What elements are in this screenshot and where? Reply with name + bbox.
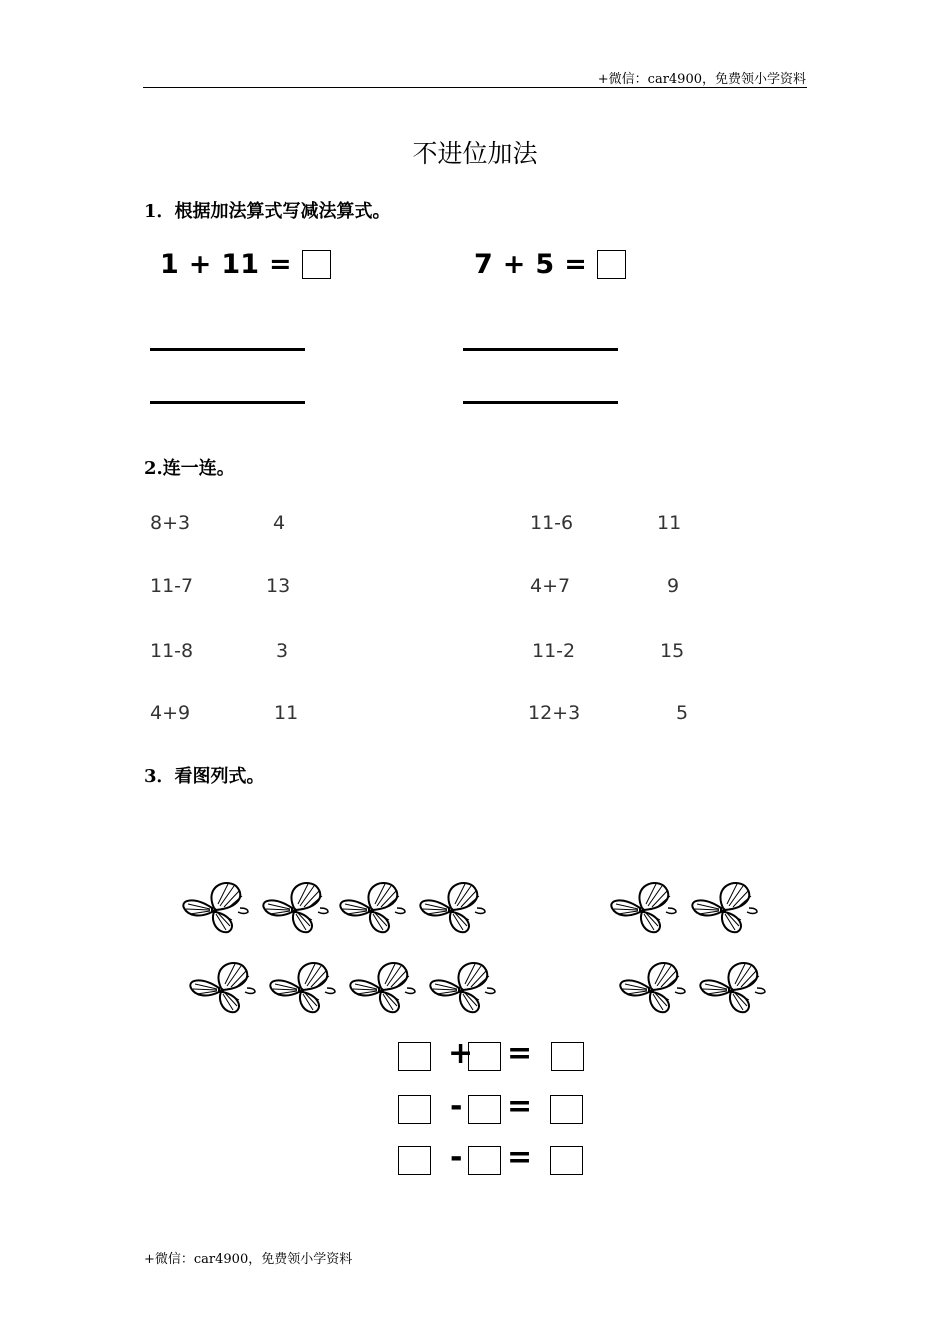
equals-sign: = bbox=[507, 1140, 533, 1175]
butterfly-icon bbox=[260, 878, 332, 940]
answer-box[interactable] bbox=[550, 1095, 583, 1124]
answer-line[interactable] bbox=[150, 348, 305, 351]
match-expr[interactable]: 11-2 bbox=[532, 640, 576, 662]
operator: - bbox=[450, 1089, 463, 1124]
header-divider bbox=[143, 87, 807, 88]
answer-box[interactable] bbox=[398, 1146, 431, 1175]
match-expr[interactable]: 8+3 bbox=[150, 512, 191, 534]
match-expr[interactable]: 12+3 bbox=[528, 702, 581, 724]
butterfly-icon bbox=[608, 878, 680, 940]
butterfly-icon bbox=[347, 958, 419, 1020]
answer-box[interactable] bbox=[468, 1146, 501, 1175]
butterfly-icon bbox=[180, 878, 252, 940]
answer-box[interactable] bbox=[398, 1042, 431, 1071]
butterfly-icon bbox=[427, 958, 499, 1020]
butterfly-icon bbox=[337, 878, 409, 940]
equation-2-eq: = bbox=[564, 249, 587, 280]
match-expr[interactable]: 4+7 bbox=[530, 575, 571, 597]
footer-text: +微信：car4900，免费领小学资料 bbox=[144, 1252, 353, 1267]
answer-line[interactable] bbox=[463, 401, 618, 404]
section2-heading: 2.连一连。 bbox=[144, 458, 235, 479]
butterfly-icon bbox=[417, 878, 489, 940]
match-value[interactable]: 4 bbox=[273, 512, 286, 534]
equation-1 bbox=[160, 249, 331, 280]
match-value[interactable]: 11 bbox=[274, 702, 299, 724]
match-value[interactable]: 13 bbox=[266, 575, 291, 597]
equals-sign: = bbox=[507, 1089, 533, 1124]
equals-sign: = bbox=[507, 1036, 533, 1071]
page-title: 不进位加法 bbox=[412, 139, 538, 168]
butterfly-icon bbox=[187, 958, 259, 1020]
match-value[interactable]: 11 bbox=[657, 512, 682, 534]
answer-box[interactable] bbox=[468, 1095, 501, 1124]
equation-2 bbox=[474, 249, 626, 280]
match-value[interactable]: 9 bbox=[667, 575, 680, 597]
match-expr[interactable]: 11-7 bbox=[150, 575, 194, 597]
butterfly-icon bbox=[617, 958, 689, 1020]
match-expr[interactable]: 4+9 bbox=[150, 702, 191, 724]
match-value[interactable]: 15 bbox=[660, 640, 685, 662]
header-text: +微信：car4900，免费领小学资料 bbox=[597, 72, 806, 87]
match-expr[interactable]: 11-6 bbox=[530, 512, 574, 534]
answer-box[interactable] bbox=[551, 1042, 584, 1071]
section3-heading: 3．看图列式。 bbox=[144, 766, 265, 787]
operator: - bbox=[450, 1140, 463, 1175]
operator: + bbox=[448, 1036, 474, 1071]
answer-box[interactable] bbox=[398, 1095, 431, 1124]
answer-line[interactable] bbox=[463, 348, 618, 351]
answer-box[interactable] bbox=[597, 250, 626, 279]
section1-heading: 1．根据加法算式写减法算式。 bbox=[144, 201, 391, 222]
butterfly-icon bbox=[689, 878, 761, 940]
equation-2-b: 5 bbox=[535, 249, 555, 280]
match-value[interactable]: 5 bbox=[676, 702, 689, 724]
answer-box[interactable] bbox=[550, 1146, 583, 1175]
equation-2-op: + bbox=[502, 249, 526, 280]
equation-1-b: 11 bbox=[221, 249, 259, 280]
answer-box[interactable] bbox=[468, 1042, 501, 1071]
answer-box[interactable] bbox=[302, 250, 331, 279]
match-value[interactable]: 3 bbox=[276, 640, 289, 662]
equation-1-eq: = bbox=[269, 249, 292, 280]
butterfly-icon bbox=[697, 958, 769, 1020]
equation-1-a: 1 bbox=[160, 249, 179, 280]
butterfly-icon bbox=[267, 958, 339, 1020]
equation-1-op: + bbox=[188, 249, 212, 280]
match-expr[interactable]: 11-8 bbox=[150, 640, 194, 662]
answer-line[interactable] bbox=[150, 401, 305, 404]
equation-2-a: 7 bbox=[474, 249, 493, 280]
